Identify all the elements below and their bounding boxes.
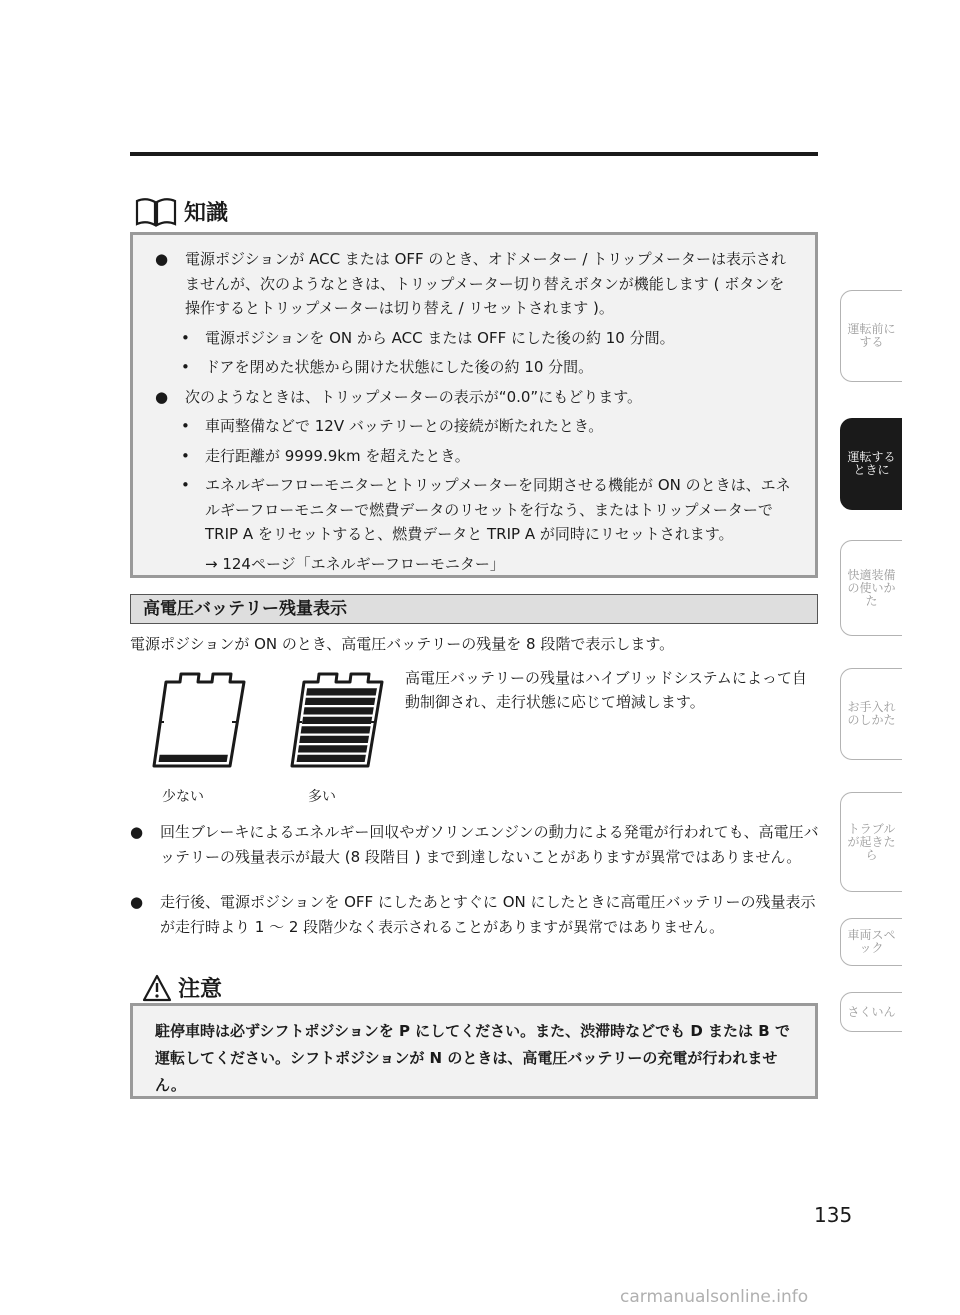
tab-vehicle-specs[interactable]: 車両スペック [840,918,902,966]
knowledge-item: ● 電源ポジションが ACC または OFF のとき、オドメーター / トリップメーターは表示されませんが、次のようなときは、トリップメーター切り替えボタンが機能します ( ボタンを操作するとトリップメーターは切り替え / リセットされます )。 [155,247,793,321]
battery-bar [306,688,377,695]
battery-high-label: 多い [308,789,336,805]
knowledge-subitem: • ドアを閉めた状態から開けた状態にした後の約 10 分間。 [155,355,793,380]
battery-bar [299,736,369,743]
battery-bar [297,755,366,762]
bullet-marker: ● [155,250,169,268]
knowledge-heading [134,196,228,227]
battery-bar [302,717,372,724]
tab-index[interactable]: さくいん [840,992,902,1032]
bullet-marker: • [181,476,190,494]
caution-text: 駐停車時は必ずシフトポジションを P にしてください。また、渋滞時などでも D または B で運転してください。シフトポジションが N のときは、高電圧バッテリーの充電が行われません。 [155,1022,790,1094]
battery-bar [159,755,228,762]
bullet-marker: • [181,328,190,347]
knowledge-subitem: • 電源ポジションを ON から ACC または OFF にした後の約 10 分間。 [155,326,793,351]
battery-description: 高電圧バッテリーの残量はハイブリッドシステムによって自動制御され、走行状態に応じて増減します。 [405,669,807,711]
section-bullet: ● 回生ブレーキによるエネルギー回収やガソリンエンジンの動力による発電が行われても、高電圧バッテリーの残量表示が最大 (8 段階目 ) まで到達しないことがありますが異常ではありません。 [130,820,820,874]
caution-title: 注意 [178,977,223,1002]
battery-high-icon [288,670,388,770]
caution-heading [142,972,222,1003]
tab-while-driving[interactable]: 運転するときに [840,418,902,510]
tab-driving-prep[interactable]: 運転前にする [840,290,902,382]
bullet-marker: ● [130,893,144,911]
top-rule [130,152,818,156]
knowledge-subitem: • 走行距離が 9999.9km を超えたとき。 [155,444,793,469]
section-intro: 電源ポジションが ON のとき、高電圧バッテリーの残量を 8 段階で表示します。 [130,635,675,653]
knowledge-title: 知識 [184,201,229,226]
tab-maintenance[interactable]: お手入れのしかた [840,668,902,760]
knowledge-subitem: • 車両整備などで 12V バッテリーとの接続が断たれたとき。 [155,414,793,439]
watermark: carmanualsonline.info [620,1287,809,1307]
caution-box [130,1003,818,1099]
knowledge-item: ● 次のようなときは、トリップメーターの表示が“0.0”にもどります。 [155,385,793,410]
battery-bar [298,745,368,752]
battery-low-label: 少ない [162,789,204,805]
bullet-marker: • [181,446,190,465]
tab-comfort-features[interactable]: 快適装備の使いかた [840,540,902,636]
bullet-marker: • [181,358,190,376]
page-number: 135 [814,1203,853,1227]
battery-low-icon [150,670,250,770]
warning-icon [142,974,172,1002]
battery-bar [303,707,373,714]
battery-bar [301,726,371,733]
battery-outline [154,674,244,766]
knowledge-box [130,232,818,578]
bullet-marker: ● [130,823,144,841]
bullet-marker: • [181,417,190,435]
section-bullet: ● 走行後、電源ポジションを OFF にしたあとすぐに ON にしたときに高電圧バッテリーの残量表示が走行時より 1 ～ 2 段階少なく表示されることがありますが異常ではありません。 [130,890,820,944]
section-heading: 高電圧バッテリー残量表示 [130,594,818,624]
battery-bar [305,698,376,705]
tab-troubleshooting[interactable]: トラブルが起きたら [840,792,902,892]
knowledge-subitem: • エネルギーフローモニターとトリップメーターを同期させる機能が ON のときは、エネルギーフローモニターで燃費データのリセットを行なう、またはトリップメーターで TRIP A をリセットすると、燃費データと TRIP A が同時にリセットされます。 [155,473,793,547]
book-icon [134,197,178,227]
bullet-marker: ● [155,387,169,406]
page-reference-link[interactable]: → 124ページ「エネルギーフローモニター」 [205,554,505,573]
